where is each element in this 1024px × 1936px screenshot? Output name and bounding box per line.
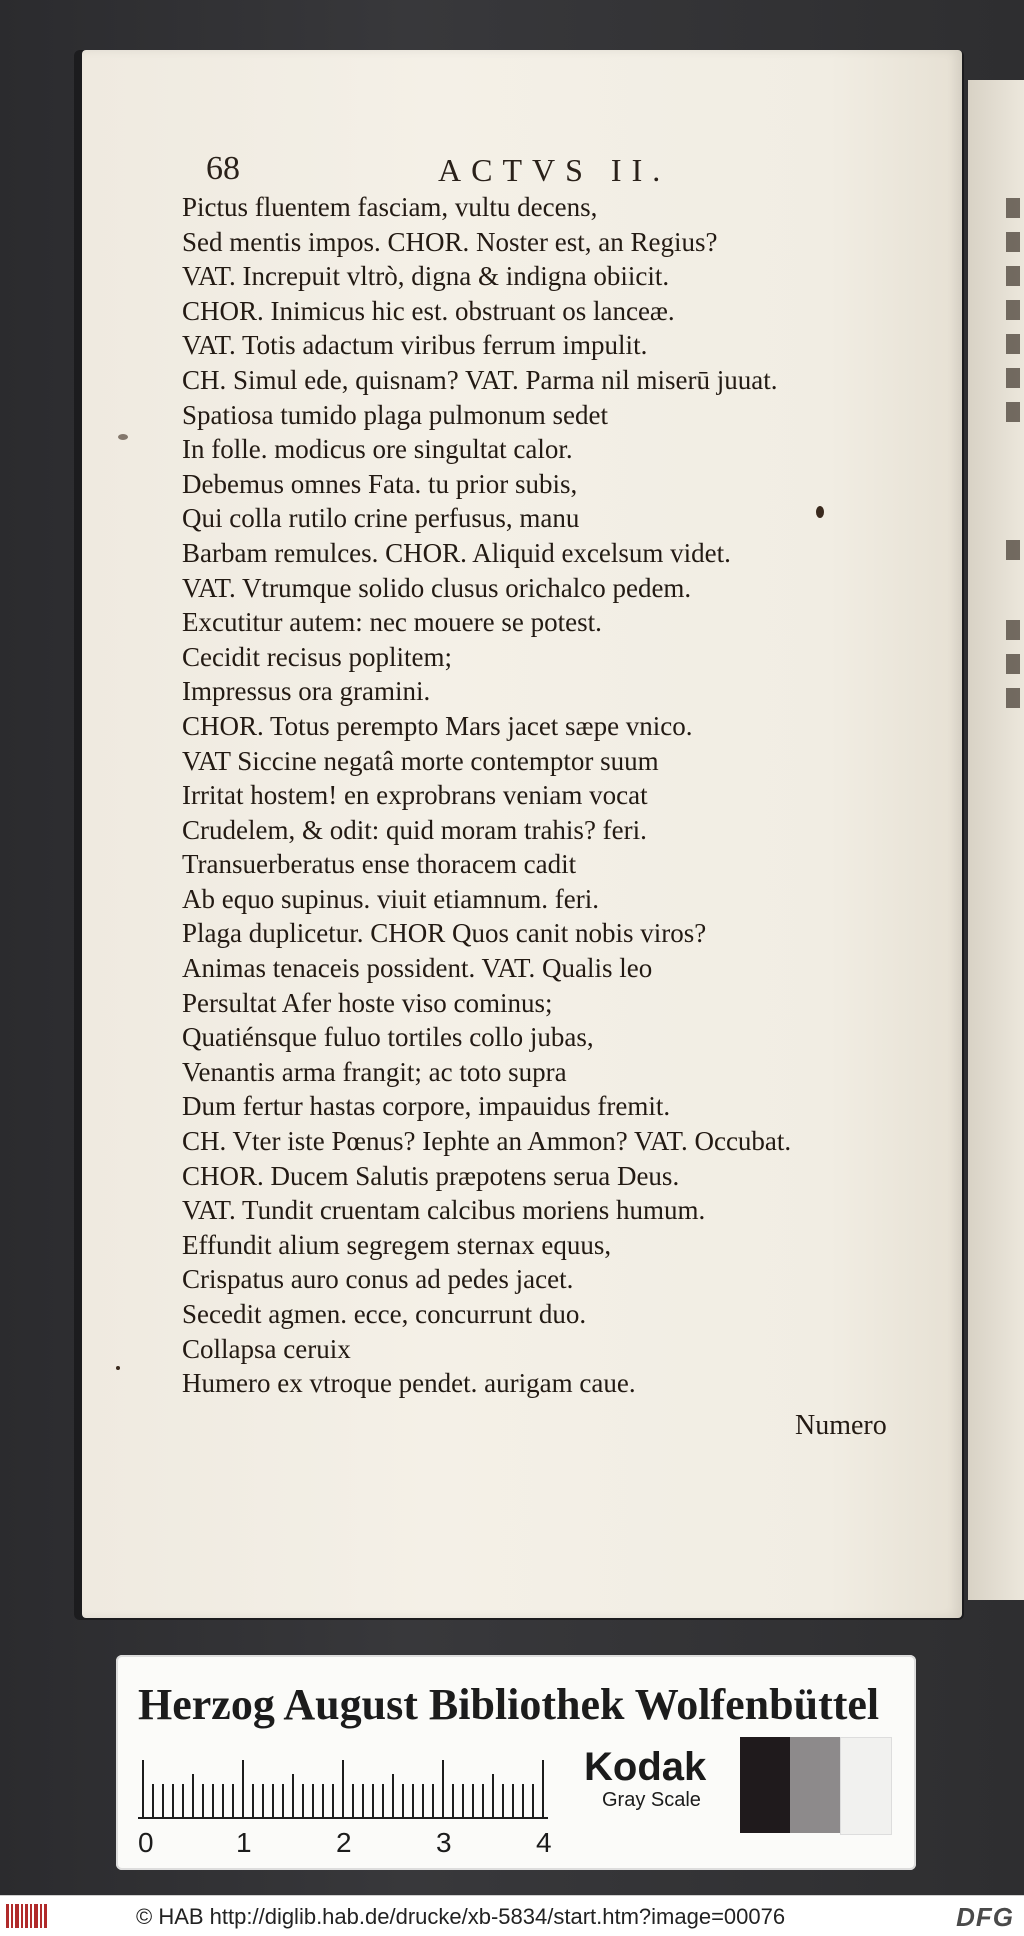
ghost-letter bbox=[1006, 232, 1020, 252]
text-line: Crispatus auro conus ad pedes jacet. bbox=[182, 1264, 574, 1295]
ghost-letter bbox=[1006, 540, 1020, 560]
text-line: VAT. Tundit cruentam calcibus moriens humum. bbox=[182, 1195, 706, 1226]
color-calibration-card bbox=[116, 1655, 916, 1870]
text-line: CH. Vter iste Pœnus? Iephte an Ammon? VAT. Occubat. bbox=[182, 1126, 792, 1157]
ruler bbox=[138, 1750, 578, 1860]
ghost-letter bbox=[1006, 654, 1020, 674]
ruler-label: 4 bbox=[536, 1827, 552, 1858]
text-line: Debemus omnes Fata. tu prior subis, bbox=[182, 468, 578, 499]
swatch-black bbox=[740, 1737, 790, 1833]
ruler-label: 1 bbox=[236, 1827, 252, 1858]
gray-scale-label: Gray Scale bbox=[602, 1789, 701, 1811]
kodak-brand: Kodak bbox=[584, 1745, 707, 1789]
verse-text bbox=[182, 190, 942, 1401]
swatch-gray bbox=[790, 1737, 840, 1833]
text-line: Spatiosa tumido plaga pulmonum sedet bbox=[182, 399, 608, 430]
ink-speck bbox=[116, 1366, 120, 1370]
ghost-letter bbox=[1006, 688, 1020, 708]
text-line: CHOR. Ducem Salutis præpotens serua Deus. bbox=[182, 1160, 680, 1191]
text-line: Humero ex vtroque pendet. aurigam caue. bbox=[182, 1368, 636, 1399]
ruler-label: 2 bbox=[336, 1827, 352, 1858]
text-line: VAT Siccine negatâ morte contemptor suum bbox=[182, 745, 659, 776]
text-line: Venantis arma frangit; ac toto supra bbox=[182, 1056, 567, 1087]
text-line: Excutitur autem: nec mouere se potest. bbox=[182, 607, 602, 638]
ruler-label: 0 bbox=[138, 1827, 154, 1858]
text-line: Impressus ora gramini. bbox=[182, 676, 431, 707]
text-line: Barbam remulces. CHOR. Aliquid excelsum videt. bbox=[182, 537, 731, 568]
text-line: Quatiénsque fuluo tortiles collo jubas, bbox=[182, 1022, 594, 1053]
text-line: Crudelem, & odit: quid moram trahis? feri. bbox=[182, 814, 647, 845]
ghost-letter bbox=[1006, 198, 1020, 218]
dfg-logo: DFG bbox=[956, 1902, 1014, 1932]
swatch-white bbox=[840, 1737, 892, 1835]
text-line: Sed mentis impos. CHOR. Noster est, an Regius? bbox=[182, 226, 718, 257]
text-line: Qui colla rutilo crine perfusus, manu bbox=[182, 503, 580, 534]
source-link[interactable]: © HAB http://diglib.hab.de/drucke/xb-5834/start.htm?image=00076 bbox=[136, 1904, 786, 1929]
footer-bar bbox=[0, 1895, 1024, 1936]
text-line: CHOR. Inimicus hic est. obstruant os lanceæ. bbox=[182, 295, 675, 326]
running-head: ACTVS II. bbox=[438, 152, 671, 188]
text-line: Secedit agmen. ecce, concurrunt duo. bbox=[182, 1299, 587, 1329]
text-line: Ab equo supinus. viuit etiamnum. feri. bbox=[182, 883, 599, 914]
ink-speck bbox=[118, 434, 128, 440]
text-line: Dum fertur hastas corpore, impauidus fremit. bbox=[182, 1091, 671, 1122]
text-line: Cecidit recisus poplitem; bbox=[182, 641, 452, 672]
library-name: Herzog August Bibliothek Wolfenbüttel bbox=[138, 1680, 880, 1729]
ghost-letter bbox=[1006, 266, 1020, 286]
barcode-logo-icon bbox=[6, 1902, 48, 1930]
page-number: 68 bbox=[206, 150, 240, 187]
text-line: VAT. Increpuit vltrò, digna & indigna obiicit. bbox=[182, 261, 670, 292]
facing-page-edge bbox=[968, 80, 1024, 1600]
catchword: Numero bbox=[795, 1410, 887, 1441]
text-line: Persultat Afer hoste viso cominus; bbox=[182, 987, 553, 1018]
ghost-letter bbox=[1006, 300, 1020, 320]
text-line: Irritat hostem! en exprobrans veniam vocat bbox=[182, 780, 648, 811]
text-line: Animas tenaceis possident. VAT. Qualis leo bbox=[182, 953, 653, 984]
ruler-label: 3 bbox=[436, 1827, 452, 1858]
ghost-letter bbox=[1006, 334, 1020, 354]
ruler-ticks bbox=[138, 1760, 548, 1818]
text-line: In folle. modicus ore singultat calor. bbox=[182, 434, 573, 465]
text-line: VAT. Vtrumque solido clusus orichalco pedem. bbox=[182, 572, 692, 603]
text-line: CH. Simul ede, quisnam? VAT. Parma nil miserū juuat. bbox=[182, 364, 778, 395]
ink-speck bbox=[816, 506, 824, 518]
text-line: VAT. Totis adactum viribus ferrum impulit. bbox=[182, 330, 648, 361]
text-line: Pictus fluentem fasciam, vultu decens, bbox=[182, 192, 598, 222]
text-line: Plaga duplicetur. CHOR Quos canit nobis viros? bbox=[182, 918, 707, 949]
ghost-letter bbox=[1006, 402, 1020, 422]
text-line: CHOR. Totus perempto Mars jacet sæpe vnico. bbox=[182, 710, 693, 741]
ghost-letter bbox=[1006, 368, 1020, 388]
ghost-letter bbox=[1006, 620, 1020, 640]
text-line: Effundit alium segregem sternax equus, bbox=[182, 1229, 612, 1260]
text-line: Collapsa ceruix bbox=[182, 1333, 351, 1364]
page-header bbox=[206, 150, 726, 190]
text-line: Transuerberatus ense thoracem cadit bbox=[182, 849, 577, 880]
